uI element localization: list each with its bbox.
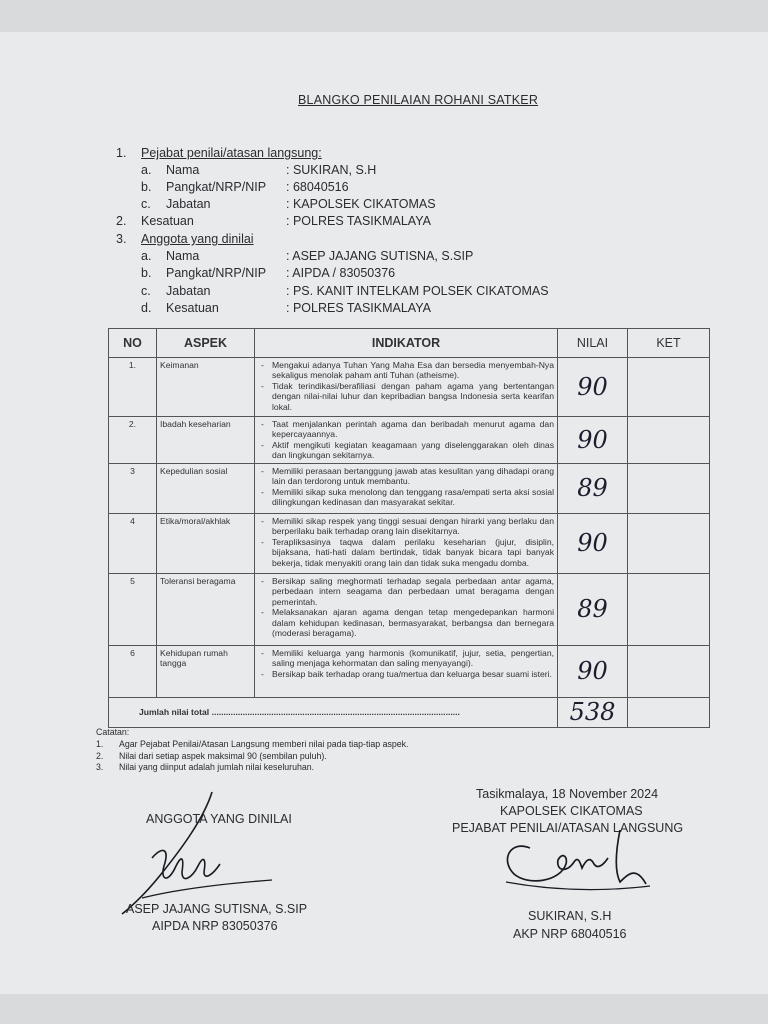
row-ket xyxy=(628,464,710,514)
right-signer-role: PEJABAT PENILAI/ATASAN LANGSUNG xyxy=(452,821,684,835)
field-label: Nama xyxy=(166,249,200,263)
field-value: : 68040516 xyxy=(286,180,349,194)
left-signer-rank: AIPDA NRP 83050376 xyxy=(152,919,278,933)
row-aspek: Ibadah keseharian xyxy=(157,417,255,464)
section-1-label: Pejabat penilai/atasan langsung: xyxy=(141,146,322,160)
row-nilai: 90 xyxy=(558,514,628,574)
table-row xyxy=(109,646,710,698)
indicator-text: - Aktif mengikuti kegiatan keagamaan yang diselenggarakan oleh dinas dan lingkungan sekitarnya. xyxy=(258,440,554,461)
field-letter: a. xyxy=(141,163,152,177)
right-signature-scribble xyxy=(470,790,690,900)
notes-section xyxy=(96,727,409,774)
table-total-row xyxy=(109,698,710,728)
row-indikator xyxy=(255,514,558,574)
table-row xyxy=(109,464,710,514)
total-value: 538 xyxy=(558,698,628,728)
indicator-text: - Memiliki sikap suka menolong dan tenggang rasa/empati serta aksi sosial dilingkungan kedinasan dan masyarakat sekitar. xyxy=(258,487,554,508)
row-nilai: 89 xyxy=(558,464,628,514)
row-nilai: 90 xyxy=(558,417,628,464)
note-item: 3. Nilai yang diinput adalah jumlah nilai keseluruhan. xyxy=(96,762,315,773)
field-label: Pangkat/NRP/NIP xyxy=(166,180,267,194)
field-value: : POLRES TASIKMALAYA xyxy=(286,301,431,315)
indicator-text: - Memiliki perasaan bertanggung jawab atas kesulitan yang dihadapi orang lain dan terdorong untuk membantu. xyxy=(258,466,554,487)
header-nilai: NILAI xyxy=(558,329,628,358)
field-value: : KAPOLSEK CIKATOMAS xyxy=(286,197,436,211)
table-row xyxy=(109,358,710,417)
table-row xyxy=(109,514,710,574)
field-letter: c. xyxy=(141,284,151,298)
field-letter: a. xyxy=(141,249,152,263)
section-2-value: : POLRES TASIKMALAYA xyxy=(286,214,431,228)
field-label: Jabatan xyxy=(166,284,211,298)
note-item: 1. Agar Pejabat Penilai/Atasan Langsung memberi nilai pada tiap-tiap aspek. xyxy=(96,738,409,749)
field-value: : PS. KANIT INTELKAM POLSEK CIKATOMAS xyxy=(286,284,549,298)
row-ket xyxy=(628,574,710,646)
notes-title: Catatan: xyxy=(96,727,130,737)
field-label: Kesatuan xyxy=(166,301,219,315)
row-aspek: Toleransi beragama xyxy=(157,574,255,646)
table-row xyxy=(109,417,710,464)
section-3-label: Anggota yang dinilai xyxy=(141,232,254,246)
table-header-row xyxy=(109,329,710,358)
row-ket xyxy=(628,417,710,464)
row-number: 5 xyxy=(109,574,157,646)
row-nilai: 90 xyxy=(558,358,628,417)
field-letter: b. xyxy=(141,266,152,280)
section-3-number: 3. xyxy=(116,232,127,246)
field-label: Pangkat/NRP/NIP xyxy=(166,266,267,280)
left-signature-scribble xyxy=(112,788,312,918)
indicator-text: - Memiliki sikap respek yang tinggi sesuai dengan hirarki yang berlaku dan berperilaku baik terhadap orang lain disekitarnya. xyxy=(258,516,554,537)
row-nilai: 89 xyxy=(558,574,628,646)
section-2-label: Kesatuan xyxy=(141,214,194,228)
row-number: 1. xyxy=(109,358,157,417)
left-signer-name: ASEP JAJANG SUTISNA, S.SIP xyxy=(126,902,308,916)
row-number: 6 xyxy=(109,646,157,698)
place-date: Tasikmalaya, 18 November 2024 xyxy=(476,787,659,801)
section-2-number: 2. xyxy=(116,214,127,228)
header-aspek: ASPEK xyxy=(157,329,255,358)
row-aspek: Kepedulian sosial xyxy=(157,464,255,514)
row-aspek: Etika/moral/akhlak xyxy=(157,514,255,574)
row-indikator xyxy=(255,574,558,646)
document-title: BLANGKO PENILAIAN ROHANI SATKER xyxy=(298,93,539,107)
row-number: 3 xyxy=(109,464,157,514)
row-aspek: Keimanan xyxy=(157,358,255,417)
section-1-number: 1. xyxy=(116,146,127,160)
row-ket xyxy=(628,514,710,574)
field-label: Jabatan xyxy=(166,197,211,211)
header-no: NO xyxy=(109,329,157,358)
indicator-text: - Tidak terindikasi/berafiliasi dengan paham agama yang bertentangan dengan nilai-nilai luhur dan kepribadian bangsa Indonesia serta kearifan lokal. xyxy=(258,381,554,412)
table-row xyxy=(109,574,710,646)
indicator-text: - Melaksanakan ajaran agama dengan tetap mengedepankan harmoni dalam kehidupan kedinasan, bermasyarakat, berbangsa dan bernegara (moderasi beragama). xyxy=(258,607,554,638)
left-signer-role: ANGGOTA YANG DINILAI xyxy=(146,812,292,826)
right-signer-rank: AKP NRP 68040516 xyxy=(513,927,627,941)
field-letter: b. xyxy=(141,180,152,194)
row-number: 2. xyxy=(109,417,157,464)
row-nilai: 90 xyxy=(558,646,628,698)
field-value: : AIPDA / 83050376 xyxy=(286,266,396,280)
header-ket: KET xyxy=(628,329,710,358)
row-aspek: Kehidupan rumah tangga xyxy=(157,646,255,698)
row-number: 4 xyxy=(109,514,157,574)
row-indikator xyxy=(255,646,558,698)
header-indikator: INDIKATOR xyxy=(255,329,558,358)
row-indikator xyxy=(255,358,558,417)
indicator-text: - Terapliksasinya taqwa dalam perilaku keseharian (jujur, disiplin, bijaksana, hati-hati dalam bertindak, tidak banyak bicara tapi banyak bekerja, tidak menyakiti orang lain dan tidak suka mengadu domba. xyxy=(258,537,554,568)
assessment-table xyxy=(108,328,710,728)
indicator-text: - Bersikap saling meghormati terhadap segala perbedaan antar agama, perbedaan intern seagama dan perbedaan umat beragama dengan pemerintah. xyxy=(258,576,554,607)
total-label: Jumlah nilai total ........................................................................................................ xyxy=(109,698,558,728)
indicator-text: - Mengakui adanya Tuhan Yang Maha Esa dan bersedia menyembah-Nya sekaligus menolak paham anti Tuhan (atheisme). xyxy=(258,360,554,381)
field-value: : SUKIRAN, S.H xyxy=(286,163,377,177)
row-indikator xyxy=(255,464,558,514)
field-letter: c. xyxy=(141,197,151,211)
field-value: : ASEP JAJANG SUTISNA, S.SIP xyxy=(286,249,474,263)
field-letter: d. xyxy=(141,301,152,315)
indicator-text: - Memiliki keluarga yang harmonis (komunikatif, jujur, setia, pengertian, saling menjaga kehormatan dan saling menyayangi). xyxy=(258,648,554,669)
row-ket xyxy=(628,358,710,417)
field-label: Nama xyxy=(166,163,200,177)
indicator-text: - Bersikap baik terhadap orang tua/mertua dan keluarga besar suami isteri. xyxy=(258,669,554,679)
right-signer-office: KAPOLSEK CIKATOMAS xyxy=(500,804,643,818)
total-ket xyxy=(628,698,710,728)
right-signer-name: SUKIRAN, S.H xyxy=(528,909,612,923)
indicator-text: - Taat menjalankan perintah agama dan beribadah menurut agama dan kepercayaannya. xyxy=(258,419,554,440)
note-item: 2. Nilai dari setiap aspek maksimal 90 (sembilan puluh). xyxy=(96,750,327,761)
row-ket xyxy=(628,646,710,698)
row-indikator xyxy=(255,417,558,464)
